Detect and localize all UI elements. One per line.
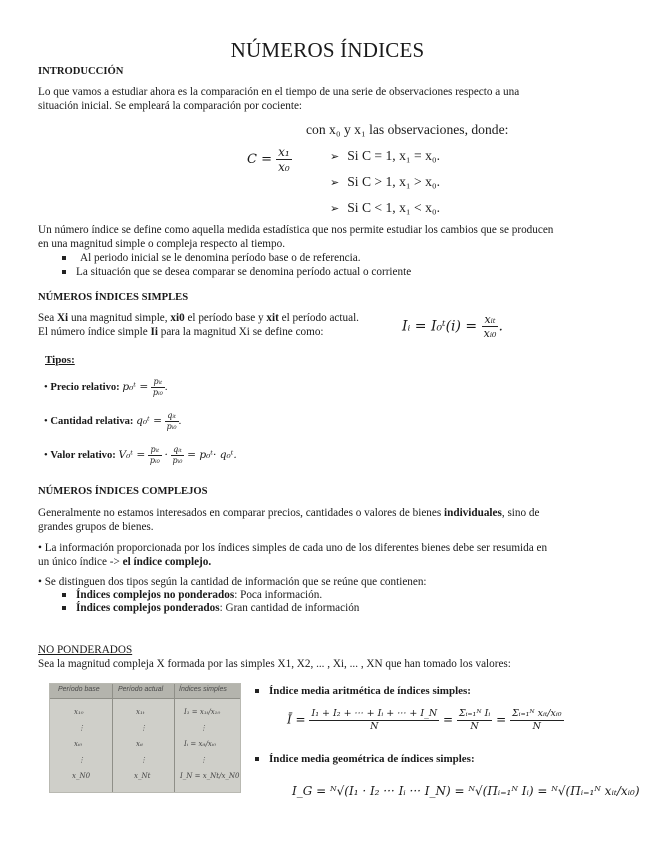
tipo-valor-relativo [44, 446, 237, 465]
tipo-den: pᵢ₀ [149, 456, 160, 465]
table-cell: ⋮ [78, 724, 85, 732]
text: : Poca información. [234, 589, 323, 601]
table-cell: ⋮ [140, 724, 147, 732]
tipo-lhs: p₀ᵗ = [122, 380, 149, 393]
bullet-dot-icon: • [44, 381, 48, 393]
ratio-denominator: x₀ [278, 160, 290, 174]
square-bullet-icon [62, 606, 66, 610]
tipo-mid: · [164, 448, 168, 461]
table-cell: x₁ₜ [136, 708, 145, 716]
text: Generalmente no estamos interesados en comparar precios, cantidades o valores de bienes [38, 507, 445, 519]
text-bold: Índices complejos no ponderados [76, 589, 235, 601]
intro-para1-line2: situación inicial. Se empleará la comparación por cociente: [38, 100, 303, 112]
text: , sino de [501, 507, 540, 519]
arith-eq: = [442, 712, 454, 727]
intro-para2-line2: en una magnitud simple o compleja respecto al tiempo. [38, 238, 285, 250]
text: : Gran cantidad de información [219, 602, 360, 614]
arith-lhs: Ī = [287, 712, 306, 727]
arith-num: Σᵢ₌₁ᴺ xᵢₜ/xᵢ₀ [511, 708, 562, 719]
values-table-image [49, 683, 241, 793]
intro-para2-line1: Un número índice se define como aquella medida estadística que nos permite estudiar los cambios que se producen [38, 224, 554, 236]
condition-item [330, 174, 440, 190]
table-cell: x_Nt [134, 772, 151, 780]
text-bold: el índice complejo. [122, 556, 212, 568]
tipo-num: pᵢₜ [151, 378, 165, 388]
text-bold: xit [266, 312, 279, 324]
tipo-lhs: q₀ᵗ = [136, 414, 163, 427]
square-bullet-icon [62, 593, 66, 597]
complejos-paragraph-1 [38, 506, 638, 534]
square-bullet-icon [255, 757, 259, 761]
arith-den: N [470, 720, 479, 732]
tipo-den: pᵢ₀ [166, 422, 177, 431]
tipo-precio-relativo [44, 378, 168, 397]
arrow-bullet-icon: ➢ [330, 177, 340, 189]
simples-heading: NÚMEROS ÍNDICES SIMPLES [38, 292, 189, 303]
arith-num: I₁ + I₂ + ··· + Iᵢ + ··· + I_N [311, 708, 438, 719]
text: grandes grupos de bienes. [38, 521, 154, 533]
table-cell: Iᵢ = xᵢₜ/xᵢ₀ [184, 740, 217, 748]
square-bullet-icon [62, 256, 66, 260]
ratio-lhs: C = [247, 152, 272, 167]
complejos-bullet [62, 601, 359, 615]
text: una magnitud simple, [68, 312, 171, 324]
condition-text: Si C < 1, x₁ < x₀. [347, 200, 441, 215]
tipo-num: qᵢₜ [165, 412, 179, 422]
simples-line-2 [38, 325, 324, 339]
geo-mean-formula: I_G = ᴺ√(I₁ · I₂ ··· Iᵢ ··· I_N) = ᴺ√(Πᵢ₌₁ᴺ Iᵢ) = ᴺ√(Πᵢ₌₁ᴺ xᵢₜ/xᵢ₀) [292, 784, 640, 798]
tipo-label: Cantidad relativa: [50, 415, 134, 427]
tipo-tail: . [164, 381, 168, 393]
table-divider [174, 684, 175, 792]
arrow-bullet-icon: ➢ [330, 151, 340, 163]
intro-heading: INTRODUCCIÓN [38, 66, 124, 77]
table-cell: ⋮ [200, 756, 207, 764]
intro-paragraph-1 [38, 85, 628, 113]
complejos-bullet [62, 588, 322, 602]
geo-title: Índice media geométrica de índices simples: [269, 753, 475, 765]
geo-title-line [255, 753, 475, 765]
arith-mean-formula [287, 709, 564, 731]
condition-text: Si C = 1, x₁ = x₀. [347, 148, 441, 163]
tipo-label: Valor relativo: [50, 449, 116, 461]
condition-text: Si C > 1, x₁ > x₀. [347, 174, 441, 189]
tipo-lhs: V₀ᵗ = [118, 448, 146, 461]
table-cell: ⋮ [140, 756, 147, 764]
tipo-num: pᵢₜ [148, 446, 162, 456]
condition-item [330, 200, 440, 216]
text: un único índice -> [38, 556, 123, 568]
table-header-cell: Período base [58, 686, 100, 693]
tipo-label: Precio relativo: [50, 381, 120, 393]
text-bold: Índices complejos ponderados [76, 602, 220, 614]
table-divider [112, 684, 113, 792]
intro-bullet-text: Al periodo inicial se le denomina período base o de referencia. [80, 252, 361, 264]
formula-denominator: xᵢ₀ [483, 327, 497, 340]
ratio-formula [247, 146, 292, 173]
table-cell: xᵢₜ [136, 740, 144, 748]
square-bullet-icon [62, 270, 66, 274]
table-cell: I_N = x_Nt/x_N0 [180, 772, 240, 780]
table-header-cell: Índices simples [179, 686, 227, 693]
complejos-paragraph-3: • Se distinguen dos tipos según la cantidad de información que se reúne que contienen: [38, 576, 427, 588]
tipo-den: pᵢ₀ [152, 388, 163, 397]
condition-item [330, 148, 440, 164]
page-title: NÚMEROS ÍNDICES [230, 38, 425, 62]
conditions-title: con x₀ y x₁ las observaciones, donde: [306, 122, 509, 137]
formula-lhs: Iᵢ = I₀ᵗ(i) = [402, 318, 478, 335]
arith-den: N [370, 720, 379, 732]
text: • La información proporcionada por los índices simples de cada uno de los diferentes bienes debe ser resumida en [38, 542, 548, 554]
intro-bullet [62, 251, 361, 265]
intro-paragraph-2 [38, 223, 638, 251]
table-header-cell: Período actual [118, 686, 164, 693]
text: el período actual. [278, 312, 359, 324]
intro-bullet-text: La situación que se desea comparar se denomina período actual o corriente [76, 266, 412, 278]
tipos-label: Tipos: [45, 354, 75, 366]
bullet-dot-icon: • [44, 449, 48, 461]
complejos-heading: NÚMEROS ÍNDICES COMPLEJOS [38, 486, 208, 497]
square-bullet-icon [255, 689, 259, 693]
intro-para1-line1: Lo que vamos a estudiar ahora es la comparación en el tiempo de una serie de observaciones respecto a una [38, 86, 520, 98]
arith-title: Índice media aritmética de índices simples: [269, 685, 471, 697]
text: El número índice simple [38, 326, 151, 338]
arith-title-line [255, 685, 471, 697]
formula-numerator: xᵢₜ [482, 314, 499, 327]
arith-den: N [532, 720, 541, 732]
simple-index-formula: Iᵢ = I₀ᵗ(i) = $\frac{\text{xᵢₜ}}{\text{xᵢ₀}}$ . [402, 313, 503, 340]
tipo-num: qᵢₜ [171, 446, 185, 456]
text-bold: Ii [150, 326, 158, 338]
table-cell: ⋮ [200, 724, 207, 732]
no-ponderados-line: Sea la magnitud compleja X formada por las simples X1, X2, ... , Xi, ... , XN que han tomado los valores: [38, 658, 511, 670]
arith-num: Σᵢ₌₁ᴺ Iᵢ [458, 708, 491, 719]
text-bold: individuales [444, 507, 502, 519]
complejos-paragraph-2 [38, 541, 638, 569]
table-cell: x₁₀ [74, 708, 84, 716]
bullet-dot-icon: • [44, 415, 48, 427]
simples-line-1 [38, 311, 359, 325]
arith-eq: = [496, 712, 507, 727]
tipo-tail: . [178, 415, 182, 427]
tipo-den: pᵢ₀ [172, 456, 183, 465]
text-bold: xi0 [170, 312, 185, 324]
text: para la magnitud Xi se define como: [157, 326, 324, 338]
text: Sea [38, 312, 57, 324]
tipo-cantidad-relativa [44, 412, 181, 431]
ratio-numerator: x₁ [278, 145, 290, 159]
table-cell: x_N0 [72, 772, 91, 780]
text: el período base y [184, 312, 267, 324]
table-cell: xᵢ₀ [74, 740, 83, 748]
table-cell: I₁ = x₁ₜ/x₁₀ [184, 708, 221, 716]
arrow-bullet-icon: ➢ [330, 203, 340, 215]
table-cell: ⋮ [78, 756, 85, 764]
no-ponderados-heading: NO PONDERADOS [38, 644, 133, 656]
tipo-tail: = p₀ᵗ· q₀ᵗ. [187, 448, 237, 461]
intro-bullet [62, 265, 411, 279]
text-bold: Xi [56, 312, 69, 324]
